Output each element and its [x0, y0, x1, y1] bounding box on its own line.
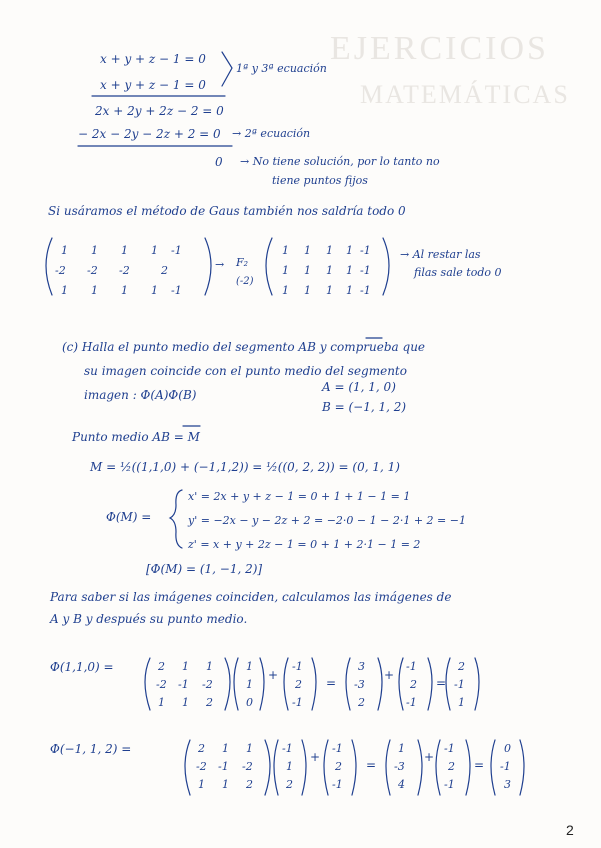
pa-r2-0: -1 — [406, 660, 417, 673]
midpoint-label: Punto medio AB = M — [72, 430, 200, 444]
pa-res-1: -1 — [454, 678, 465, 691]
pb-r1-0: 1 — [398, 742, 405, 755]
gauss-note-line1: → Al restar las — [400, 248, 481, 261]
eq1: x + y + z − 1 = 0 — [100, 52, 206, 66]
images-text-line1: Para saber si las imágenes coinciden, calculamos las imágenes de — [50, 590, 452, 604]
phim-row3: z' = x + y + 2z − 1 = 0 + 1 + 2·1 − 1 = 2 — [188, 538, 421, 551]
phim-label: Φ(M) = — [106, 510, 152, 524]
gl-0-0: 1 — [61, 244, 68, 257]
pa-eq2: = — [436, 676, 447, 690]
phib-r1 — [394, 742, 418, 798]
pb-res-2: 3 — [504, 778, 511, 791]
phia-r1 — [354, 660, 378, 716]
pa-r2-2: -1 — [406, 696, 417, 709]
arrow: → — [215, 258, 225, 271]
gl-1-3: 2 — [161, 264, 168, 277]
gr-0-1: 1 — [304, 244, 311, 257]
pa-v-0: 1 — [246, 660, 253, 673]
gr-2-4: -1 — [360, 284, 371, 297]
gl-0-1: 1 — [91, 244, 98, 257]
pb-m-1-2: -2 — [242, 760, 253, 773]
eq4: − 2x − 2y − 2z + 2 = 0 — [78, 127, 221, 141]
phib-translation — [332, 742, 352, 798]
pa-v-2: 0 — [246, 696, 253, 709]
conclusion-line1: → No tiene solución, por lo tanto no — [240, 155, 440, 168]
partc-line3: imagen : Φ(A)Φ(B) — [84, 388, 197, 402]
gr-1-3: 1 — [346, 264, 353, 277]
pb-t-2: -1 — [332, 778, 343, 791]
pa-m-1-0: -2 — [156, 678, 167, 691]
partc-line1: (c) Halla el punto medio del segmento AB y comprueba que — [62, 340, 426, 354]
gr-2-3: 1 — [346, 284, 353, 297]
gl-0-2: 1 — [121, 244, 128, 257]
eq2: x + y + z − 1 = 0 — [100, 78, 206, 92]
pb-m-0-1: 1 — [222, 742, 229, 755]
pb-v-0: -1 — [282, 742, 293, 755]
phia-translation — [292, 660, 312, 716]
pb-eq1: = — [366, 758, 377, 772]
pa-m-0-2: 1 — [206, 660, 213, 673]
pa-plus: + — [268, 668, 279, 682]
phib-result — [500, 742, 522, 798]
gr-2-1: 1 — [304, 284, 311, 297]
gl-2-2: 1 — [121, 284, 128, 297]
pa-r1-2: 2 — [358, 696, 365, 709]
note-second-eq: → 2ª ecuación — [232, 127, 311, 140]
page-number: 2 — [566, 822, 574, 838]
pa-t-2: -1 — [292, 696, 303, 709]
pa-t-0: -1 — [292, 660, 303, 673]
partc-line2: su imagen coincide con el punto medio del segmento — [84, 364, 407, 378]
bleed-through-subtitle: MATEMÁTICAS — [360, 80, 570, 109]
midpoint-calc: M = ½((1,1,0) + (−1,1,2)) = ½((0, 2, 2)) = (0, 1, 1) — [90, 460, 400, 474]
conclusion-line2: tiene puntos fijos — [272, 174, 368, 187]
pb-r1-2: 4 — [398, 778, 405, 791]
pa-eq1: = — [326, 676, 337, 690]
pb-res-0: 0 — [504, 742, 511, 755]
pa-m-0-1: 1 — [182, 660, 189, 673]
pb-r1-1: -3 — [394, 760, 405, 773]
gl-0-3: 1 — [151, 244, 158, 257]
pa-m-1-1: -1 — [178, 678, 189, 691]
gl-1-1: -2 — [87, 264, 98, 277]
gl-2-1: 1 — [91, 284, 98, 297]
pb-v-2: 2 — [286, 778, 293, 791]
row-op-top: F₂ — [236, 256, 249, 269]
gr-0-3: 1 — [346, 244, 353, 257]
eq3: 2x + 2y + 2z − 2 = 0 — [95, 104, 224, 118]
pb-m-0-0: 2 — [198, 742, 205, 755]
pb-r2-1: 2 — [448, 760, 455, 773]
pa-r1-0: 3 — [358, 660, 365, 673]
pa-m-2-1: 1 — [182, 696, 189, 709]
pa-plus2: + — [384, 668, 395, 682]
pb-res-1: -1 — [500, 760, 511, 773]
phib-r2 — [444, 742, 466, 798]
phim-row1: x' = 2x + y + z − 1 = 0 + 1 + 1 − 1 = 1 — [188, 490, 411, 503]
pb-m-1-0: -2 — [196, 760, 207, 773]
row-op-bottom: (-2) — [236, 276, 254, 287]
pa-m-1-2: -2 — [202, 678, 213, 691]
gr-1-4: -1 — [360, 264, 371, 277]
pb-m-2-1: 1 — [222, 778, 229, 791]
gauss-matrix-left — [55, 244, 205, 304]
gl-0-4: -1 — [171, 244, 182, 257]
phia-vector — [244, 660, 260, 716]
phib-label: Φ(−1, 1, 2) = — [50, 742, 132, 756]
phib-matrix — [196, 742, 268, 798]
gr-0-0: 1 — [282, 244, 289, 257]
gr-1-1: 1 — [304, 264, 311, 277]
gr-0-4: -1 — [360, 244, 371, 257]
phia-result — [454, 660, 476, 716]
pb-m-1-1: -1 — [218, 760, 229, 773]
pb-m-0-2: 1 — [246, 742, 253, 755]
gauss-note-line2: filas sale todo 0 — [414, 266, 502, 279]
gr-1-0: 1 — [282, 264, 289, 277]
pa-t-1: 2 — [295, 678, 302, 691]
gl-1-0: -2 — [55, 264, 66, 277]
pb-m-2-0: 1 — [198, 778, 205, 791]
gr-2-0: 1 — [282, 284, 289, 297]
images-text-line2: A y B y después su punto medio. — [50, 612, 248, 626]
phib-vector — [282, 742, 302, 798]
pb-plus: + — [310, 750, 321, 764]
pb-eq2: = — [474, 758, 485, 772]
pa-m-0-0: 2 — [158, 660, 165, 673]
gl-1-2: -2 — [119, 264, 130, 277]
pb-v-1: 1 — [286, 760, 293, 773]
phia-r2 — [406, 660, 428, 716]
pb-plus2: + — [424, 750, 435, 764]
pa-m-2-0: 1 — [158, 696, 165, 709]
pa-res-2: 1 — [458, 696, 465, 709]
pb-r2-0: -1 — [444, 742, 455, 755]
point-a: A = (1, 1, 0) — [322, 380, 396, 394]
pa-v-1: 1 — [246, 678, 253, 691]
gl-2-4: -1 — [171, 284, 182, 297]
pa-res-0: 2 — [458, 660, 465, 673]
brace-note: 1ª y 3ª ecuación — [236, 62, 327, 75]
phim-row2: y' = −2x − y − 2z + 2 = −2·0 − 1 − 2·1 + 2 = −1 — [188, 514, 466, 527]
gr-1-2: 1 — [326, 264, 333, 277]
gr-0-2: 1 — [326, 244, 333, 257]
bleed-through-title: EJERCICIOS — [330, 30, 549, 67]
pb-t-0: -1 — [332, 742, 343, 755]
phia-matrix — [156, 660, 228, 716]
pb-t-1: 2 — [335, 760, 342, 773]
pa-r2-1: 2 — [410, 678, 417, 691]
gl-2-3: 1 — [151, 284, 158, 297]
pa-m-2-2: 2 — [206, 696, 213, 709]
gr-2-2: 1 — [326, 284, 333, 297]
gauss-text: Si usáramos el método de Gaus también nos saldría todo 0 — [48, 204, 406, 218]
pb-m-2-2: 2 — [246, 778, 253, 791]
gl-2-0: 1 — [61, 284, 68, 297]
pa-r1-1: -3 — [354, 678, 365, 691]
zero-result: 0 — [215, 155, 223, 169]
pb-r2-2: -1 — [444, 778, 455, 791]
point-b: B = (−1, 1, 2) — [322, 400, 407, 414]
phia-label: Φ(1,1,0) = — [50, 660, 114, 674]
gauss-matrix-right — [278, 244, 388, 304]
phim-result: [Φ(M) = (1, −1, 2)] — [146, 562, 263, 576]
